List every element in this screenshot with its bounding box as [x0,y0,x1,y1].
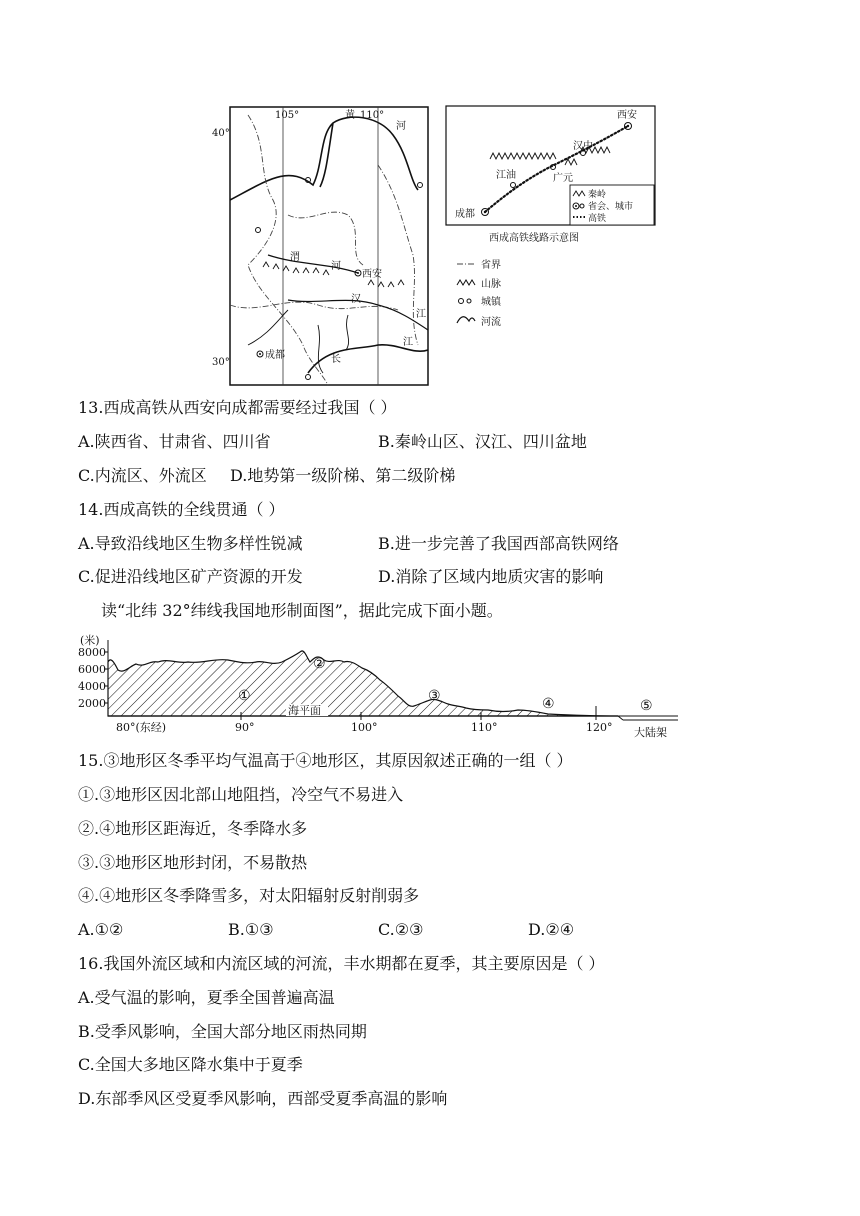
q15-option-b[interactable]: B.①③ [228,920,274,939]
q15-option-c[interactable]: C.②③ [378,920,424,939]
inset-city-hanzhong: 汉中 [573,141,593,152]
profile-marker-1: ① [238,688,251,704]
inset-city-jiangyou: 江油 [496,170,516,181]
profile-xtick-90: 90° [235,721,255,734]
mountain-icon [457,280,475,285]
profile-marker-3: ③ [428,688,441,704]
river-label-han: 汉 [351,294,361,305]
q15-option-d[interactable]: D.②④ [528,920,575,939]
q16-option-d[interactable]: D.东部季风区受夏季风影响，西部受夏季高温的影响 [78,1089,448,1108]
inset-legend-qinling: 秦岭 [588,190,607,200]
legend-river-label: 河流 [481,317,501,328]
rail-inset-map [445,105,657,245]
q13-option-d[interactable]: D.地势第一级阶梯、第二级阶梯 [230,466,456,485]
lat-label-40: 40° [212,128,230,139]
inset-city-chengdu: 成都 [455,209,475,220]
profile-marker-4: ④ [542,696,555,712]
inset-caption: 西成高铁线路示意图 [489,233,579,244]
river-icon [457,317,475,323]
q15-statement-1: ①.③地形区因北部山地阻挡，冷空气不易进入 [78,785,404,804]
q14-option-b[interactable]: B.进一步完善了我国西部高铁网络 [378,534,619,553]
profile-xtick-80: 80°(东经) [116,721,167,734]
continental-shelf-label: 大陆架 [634,726,667,739]
q16-option-b[interactable]: B.受季风影响，全国大部分地区雨热同期 [78,1022,367,1041]
lon-label-110: 110° [360,110,385,121]
city-label-xian: 西安 [362,269,382,280]
profile-unit-label: (米) [80,634,100,647]
inset-legend-rail: 高铁 [588,214,607,224]
river-label-he: 河 [396,121,406,132]
regional-map [228,105,430,387]
river-label-wei: 渭 [290,252,300,263]
map-legend [455,255,535,335]
q14-option-a[interactable]: A.导致沿线地区生物多样性锐减 [78,534,303,553]
q16-option-a[interactable]: A.受气温的影响，夏季全国普遍高温 [78,988,335,1007]
profile-xtick-120: 120° [586,721,613,734]
q15-statement-3: ③.③地形区地形封闭，不易散热 [78,853,308,872]
profile-ytick-2000: 2000 [78,697,106,710]
profile-xtick-100: 100° [351,721,378,734]
river-label-jiang: 江 [403,337,413,348]
q13-option-c[interactable]: C.内流区、外流区 [78,466,207,485]
question-16-stem: 16.我国外流区域和内流区域的河流，丰水期都在夏季，其主要原因是（ ） [78,954,605,973]
q15-statement-4: ④.④地形区冬季降雪多，对太阳辐射反射削弱多 [78,886,420,905]
legend-town-label: 城镇 [481,297,501,308]
city-label-chengdu: 成都 [265,350,285,361]
q14-option-c[interactable]: C.促进沿线地区矿产资源的开发 [78,567,303,586]
question-14-stem: 14.西成高铁的全线贯通（ ） [78,500,285,519]
profile-ytick-6000: 6000 [78,663,106,676]
profile-marker-2: ② [313,656,326,672]
q13-option-b[interactable]: B.秦岭山区、汉江、四川盆地 [378,432,587,451]
legend-mountain-label: 山脉 [481,279,501,290]
inset-legend-city: 省会、城市 [588,202,634,212]
q15-option-a[interactable]: A.①② [78,920,124,939]
river-label-wei-he: 河 [331,261,341,272]
river-label-jiang-han: 江 [416,309,426,320]
section-intro: 读“北纬 32°纬线我国地形制面图”，据此完成下面小题。 [101,601,503,620]
lon-label-105: 105° [275,110,300,121]
question-15-stem: 15.③地形区冬季平均气温高于④地形区，其原因叙述正确的一组（ ） [78,751,573,770]
river-label-chang: 长 [331,354,341,365]
profile-marker-5: ⑤ [640,698,653,714]
profile-ytick-8000: 8000 [78,646,106,659]
inset-city-guangyuan: 广元 [553,173,573,184]
profile-ytick-4000: 4000 [78,680,106,693]
q15-statement-2: ②.④地形区距海近，冬季降水多 [78,819,308,838]
legend-province-label: 省界 [481,260,501,271]
profile-xtick-110: 110° [471,721,498,734]
q13-option-a[interactable]: A.陕西省、甘肃省、四川省 [78,432,271,451]
sea-level-label: 海平面 [288,704,321,717]
terrain-profile [78,630,682,742]
q14-option-d[interactable]: D.消除了区域内地质灾害的影响 [378,567,604,586]
lat-label-30: 30° [212,357,230,368]
river-label-huang: 黄 [345,110,355,121]
town-icon [459,299,464,304]
question-13-stem: 13.西成高铁从西安向成都需要经过我国（ ） [78,398,397,417]
q16-option-c[interactable]: C.全国大多地区降水集中于夏季 [78,1055,303,1074]
inset-city-xian: 西安 [617,110,637,121]
